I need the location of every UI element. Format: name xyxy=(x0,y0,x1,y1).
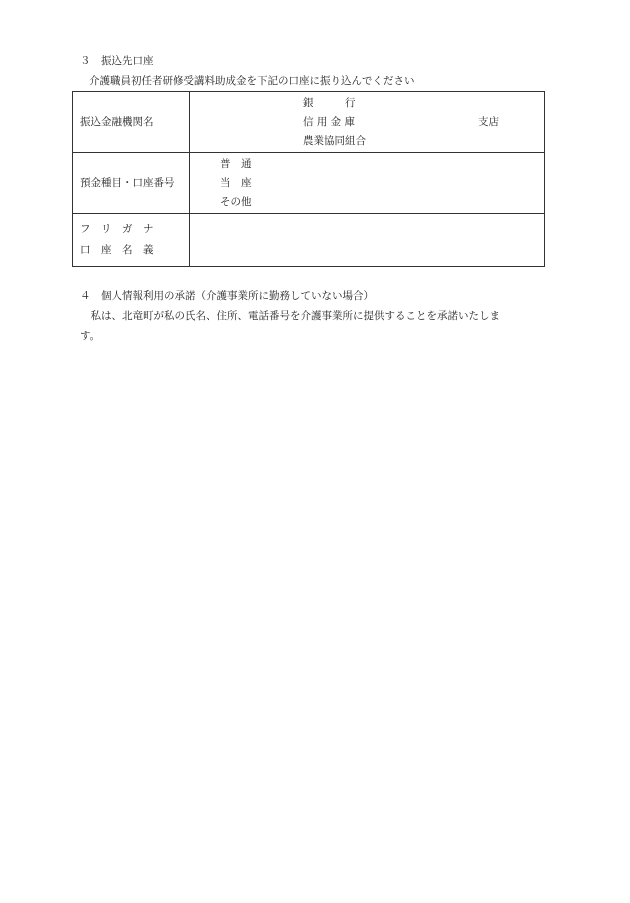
input-cell-bank[interactable] xyxy=(190,92,545,153)
section4-heading: ４ 個人情報利用の承諾（介護事業所に勤務していない場合） xyxy=(80,290,374,302)
option-futsu: 普 通 xyxy=(220,158,252,170)
label-furigana: フ リ ガ ナ xyxy=(80,223,154,235)
label-cell-bank xyxy=(73,92,190,153)
option-bank: 銀 行 xyxy=(303,97,356,109)
label-cell-holder xyxy=(73,214,190,267)
label-account-holder: 口 座 名 義 xyxy=(80,244,154,256)
option-other: その他 xyxy=(220,196,252,208)
option-shinkin: 信 用 金 庫 xyxy=(303,116,356,128)
label-cell-account xyxy=(73,153,190,214)
section4-body-line1: 私は、北竜町が私の氏名、住所、電話番号を介護事業所に提供することを承諾いたしま xyxy=(80,310,500,322)
branch-suffix: 支店 xyxy=(478,116,499,128)
row-bank-name xyxy=(73,92,545,153)
input-cell-account[interactable] xyxy=(190,153,545,214)
label-account-type-number: 預金種目・口座番号 xyxy=(80,177,175,189)
row-account-holder xyxy=(73,214,545,267)
section3-heading: ３ 振込先口座 xyxy=(80,55,154,67)
label-bank-institution: 振込金融機関名 xyxy=(80,116,154,128)
bank-account-table xyxy=(72,91,545,267)
section3-instruction: 介護職員初任者研修受講料助成金を下記の口座に振り込んでください xyxy=(89,75,415,87)
option-nokyo: 農業協同組合 xyxy=(303,135,366,147)
option-toza: 当 座 xyxy=(220,177,252,189)
section4-body-line2: す。 xyxy=(80,330,101,342)
row-account-type xyxy=(73,153,545,214)
input-cell-holder[interactable] xyxy=(190,214,545,267)
